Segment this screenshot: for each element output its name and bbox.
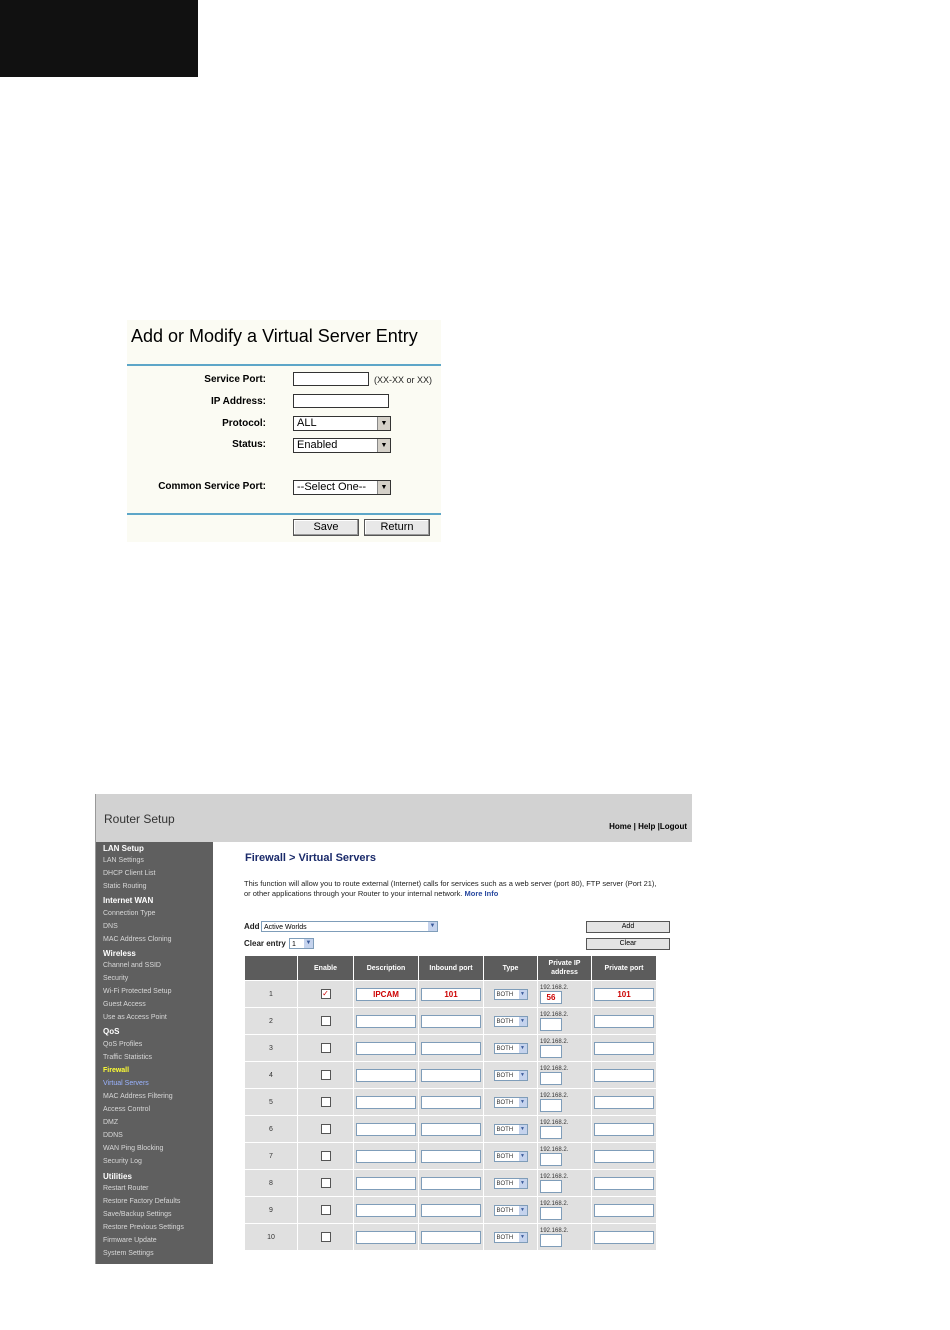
sidebar-item[interactable]: System Settings — [103, 1250, 154, 1258]
chevron-down-icon: ▼ — [520, 990, 525, 997]
enable-checkbox[interactable] — [321, 1124, 331, 1134]
add-label: Add — [244, 922, 260, 931]
bottom-divider — [127, 513, 441, 515]
description-cell — [354, 1008, 419, 1035]
private-ip-input[interactable] — [540, 1126, 562, 1139]
enable-checkbox[interactable] — [321, 1043, 331, 1053]
ip-prefix: 192.168.2. — [540, 1146, 569, 1153]
status-select[interactable] — [293, 438, 391, 453]
column-header-number — [245, 956, 298, 981]
sidebar-item[interactable]: Static Routing — [103, 883, 147, 891]
top-divider — [127, 364, 441, 366]
inbound-port-input[interactable] — [421, 1042, 481, 1055]
sidebar-item[interactable]: DNS — [103, 922, 118, 930]
sidebar-item[interactable]: Firmware Update — [103, 1237, 157, 1244]
nav-separator: | — [657, 822, 660, 831]
description-input[interactable] — [356, 1069, 416, 1082]
enable-cell — [298, 1143, 354, 1170]
private-ip-input[interactable] — [540, 1072, 562, 1085]
chevron-down-icon: ▼ — [520, 1206, 525, 1213]
chevron-down-icon: ▼ — [377, 417, 390, 430]
private-port-input[interactable] — [594, 1204, 654, 1217]
table-row — [245, 1224, 657, 1251]
type-select[interactable] — [494, 989, 528, 1000]
private-port-cell — [592, 1170, 657, 1197]
enable-cell — [298, 981, 354, 1008]
private-port-input[interactable] — [594, 1096, 654, 1109]
description-input[interactable] — [356, 1177, 416, 1190]
sidebar-item[interactable]: Access Control — [103, 1106, 151, 1113]
virtual-servers-table — [244, 955, 657, 1251]
private-port-input[interactable] — [594, 1231, 654, 1244]
sidebar-item[interactable]: Channel and SSID — [103, 961, 161, 969]
common-service-port-label: Common Service Port: — [158, 481, 266, 492]
private-port-input[interactable] — [594, 1069, 654, 1082]
description-input[interactable] — [356, 1204, 416, 1217]
description-cell — [354, 1062, 419, 1089]
private-ip-input[interactable] — [540, 1234, 562, 1247]
ip-prefix: 192.168.2. — [540, 1200, 569, 1207]
private-port-input[interactable] — [594, 1150, 654, 1163]
sidebar-item[interactable]: Restart Router — [103, 1184, 149, 1192]
chevron-down-icon: ▼ — [520, 1152, 525, 1159]
form-title: Add or Modify a Virtual Server Entry — [131, 326, 418, 346]
page-description — [244, 879, 664, 899]
private-port-cell — [592, 981, 657, 1008]
column-header-description: Description — [354, 956, 419, 981]
sidebar — [96, 842, 213, 1264]
sidebar-item[interactable]: Firewall — [103, 1066, 130, 1074]
sidebar-item[interactable]: DDNS — [103, 1132, 123, 1140]
ip-address-label: IP Address: — [210, 396, 266, 407]
protocol-value: ALL — [297, 417, 317, 429]
chevron-down-icon: ▼ — [520, 1071, 525, 1078]
inbound-port-cell — [419, 1035, 484, 1062]
column-header-private-port: Private port — [592, 956, 657, 981]
chevron-down-icon: ▼ — [377, 439, 390, 452]
private-ip-cell — [538, 1224, 592, 1251]
add-button[interactable]: Add — [586, 921, 670, 933]
chevron-down-icon: ▼ — [429, 923, 436, 929]
type-cell — [484, 1116, 538, 1143]
table-row — [245, 1062, 657, 1089]
protocol-select[interactable] — [293, 416, 391, 431]
logout-link[interactable]: Logout — [659, 822, 687, 831]
sidebar-item[interactable]: Use as Access Point — [103, 1014, 167, 1022]
type-value: BOTH — [496, 1099, 514, 1106]
row-number: 9 — [245, 1197, 298, 1224]
private-port-cell — [592, 1143, 657, 1170]
sidebar-item: Utilities — [103, 1171, 132, 1181]
table-row — [245, 1143, 657, 1170]
type-select[interactable] — [494, 1016, 528, 1027]
enable-checkbox[interactable] — [321, 1205, 331, 1215]
sidebar-item[interactable]: Traffic Statistics — [103, 1053, 153, 1061]
table-row — [245, 1116, 657, 1143]
sidebar-item[interactable]: WAN Ping Blocking — [103, 1145, 164, 1153]
row-number: 5 — [245, 1089, 298, 1116]
chevron-down-icon: ▼ — [520, 1125, 525, 1132]
virtual-server-entry-form — [127, 320, 441, 542]
nav-separator: | — [633, 822, 636, 831]
description-input[interactable] — [356, 1231, 416, 1244]
type-cell — [484, 1062, 538, 1089]
type-select[interactable] — [494, 1097, 528, 1108]
description-input[interactable] — [356, 1042, 416, 1055]
chevron-down-icon: ▼ — [520, 1233, 525, 1240]
table-row — [245, 1170, 657, 1197]
private-port-cell — [592, 1062, 657, 1089]
private-port-input[interactable] — [594, 1123, 654, 1136]
service-port-hint: (XX-XX or XX) — [374, 375, 433, 385]
enable-cell — [298, 1224, 354, 1251]
private-port-cell — [592, 1089, 657, 1116]
router-setup-window — [95, 794, 692, 1264]
sidebar-item[interactable]: Virtual Servers — [103, 1079, 149, 1087]
private-ip-input[interactable] — [540, 1180, 562, 1193]
private-ip-cell — [538, 1062, 592, 1089]
protocol-label: Protocol: — [222, 418, 266, 429]
private-ip-input[interactable] — [540, 1018, 562, 1031]
enable-cell — [298, 1008, 354, 1035]
private-port-cell — [592, 1116, 657, 1143]
add-service-select[interactable] — [261, 921, 438, 932]
sidebar-item[interactable]: Security Log — [103, 1158, 142, 1166]
table-row — [245, 1035, 657, 1062]
row-number: 4 — [245, 1062, 298, 1089]
column-header-type: Type — [484, 956, 538, 981]
type-select[interactable] — [494, 1178, 528, 1189]
enable-checkbox[interactable] — [321, 1070, 331, 1080]
description-cell — [354, 1197, 419, 1224]
type-cell — [484, 1170, 538, 1197]
type-value: BOTH — [496, 1072, 514, 1079]
enable-checkbox[interactable] — [321, 1178, 331, 1188]
sidebar-item[interactable]: Save/Backup Settings — [103, 1210, 172, 1218]
sidebar-item[interactable]: MAC Address Filtering — [103, 1092, 173, 1100]
table-header-row — [245, 956, 657, 981]
service-port-label: Service Port: — [204, 374, 266, 385]
ip-prefix: 192.168.2. — [540, 1119, 569, 1126]
status-value: Enabled — [297, 439, 338, 451]
row-number: 10 — [245, 1224, 298, 1251]
private-ip-input[interactable]: 56 — [540, 991, 562, 1004]
row-number: 3 — [245, 1035, 298, 1062]
chevron-down-icon: ▼ — [305, 940, 312, 946]
enable-cell — [298, 1062, 354, 1089]
router-title: Router Setup — [104, 812, 175, 826]
private-ip-input[interactable] — [540, 1153, 562, 1166]
table-row — [245, 981, 657, 1008]
row-number: 2 — [245, 1008, 298, 1035]
private-ip-cell — [538, 981, 592, 1008]
inbound-port-cell — [419, 1008, 484, 1035]
service-port-input[interactable] — [293, 372, 369, 386]
private-ip-cell — [538, 1143, 592, 1170]
inbound-port-cell — [419, 1197, 484, 1224]
private-port-input[interactable]: 101 — [594, 988, 654, 1001]
breadcrumb: Firewall > Virtual Servers — [245, 852, 376, 864]
return-button[interactable]: Return — [364, 519, 430, 536]
type-cell — [484, 1008, 538, 1035]
type-cell — [484, 1089, 538, 1116]
description-input[interactable] — [356, 1096, 416, 1109]
enable-checkbox[interactable] — [321, 1151, 331, 1161]
enable-checkbox[interactable] — [321, 1097, 331, 1107]
column-header-private-ip: Private IP address — [538, 956, 592, 981]
type-cell — [484, 981, 538, 1008]
column-header-enable: Enable — [298, 956, 354, 981]
private-ip-input[interactable] — [540, 1099, 562, 1112]
inbound-port-input[interactable] — [421, 1123, 481, 1136]
sidebar-item[interactable]: MAC Address Cloning — [103, 935, 172, 943]
enable-cell — [298, 1035, 354, 1062]
clear-entry-select[interactable] — [289, 938, 314, 949]
type-value: BOTH — [496, 1153, 514, 1160]
type-value: BOTH — [496, 991, 514, 998]
private-ip-input[interactable] — [540, 1207, 562, 1220]
description-input[interactable] — [356, 1015, 416, 1028]
clear-entry-value: 1 — [292, 941, 296, 948]
description-cell — [354, 981, 419, 1008]
enable-checkbox[interactable] — [321, 1232, 331, 1242]
ip-prefix: 192.168.2. — [540, 1173, 569, 1180]
private-ip-cell — [538, 1170, 592, 1197]
enable-cell — [298, 1197, 354, 1224]
type-select[interactable] — [494, 1043, 528, 1054]
ip-address-input[interactable] — [293, 394, 389, 408]
table-row — [245, 1089, 657, 1116]
private-port-cell — [592, 1035, 657, 1062]
check-icon: ✓ — [322, 989, 329, 998]
sidebar-item: QoS — [103, 1027, 120, 1037]
enable-cell — [298, 1116, 354, 1143]
type-select[interactable] — [494, 1151, 528, 1162]
sidebar-item[interactable]: Security — [103, 975, 129, 982]
inbound-port-input[interactable] — [421, 1177, 481, 1190]
sidebar-item: Internet WAN — [103, 896, 154, 906]
sidebar-item: LAN Setup — [103, 844, 144, 853]
inbound-port-cell — [419, 1170, 484, 1197]
private-port-cell — [592, 1008, 657, 1035]
private-port-input[interactable] — [594, 1177, 654, 1190]
private-port-input[interactable] — [594, 1015, 654, 1028]
top-nav — [609, 822, 687, 831]
type-select[interactable] — [494, 1070, 528, 1081]
ip-prefix: 192.168.2. — [540, 1038, 569, 1045]
sidebar-item[interactable]: LAN Settings — [103, 857, 144, 865]
description-cell — [354, 1035, 419, 1062]
description-cell — [354, 1143, 419, 1170]
private-ip-input[interactable] — [540, 1045, 562, 1058]
black-header-tab — [0, 0, 198, 77]
sidebar-item[interactable]: DHCP Client List — [103, 870, 156, 878]
private-ip-cell — [538, 1197, 592, 1224]
private-ip-cell — [538, 1035, 592, 1062]
row-number: 8 — [245, 1170, 298, 1197]
enable-checkbox[interactable] — [321, 989, 331, 999]
home-link[interactable]: Home — [609, 822, 632, 831]
inbound-port-cell — [419, 981, 484, 1008]
enable-cell — [298, 1089, 354, 1116]
inbound-port-input[interactable] — [421, 1150, 481, 1163]
type-value: BOTH — [496, 1045, 514, 1052]
private-port-cell — [592, 1197, 657, 1224]
type-cell — [484, 1197, 538, 1224]
ip-prefix: 192.168.2. — [540, 1227, 569, 1234]
type-value: BOTH — [496, 1207, 514, 1214]
type-select[interactable] — [494, 1124, 528, 1135]
sidebar-item[interactable]: QoS Profiles — [103, 1040, 143, 1048]
inbound-port-input[interactable]: 101 — [421, 988, 481, 1001]
private-ip-cell — [538, 1089, 592, 1116]
table-row — [245, 1008, 657, 1035]
chevron-down-icon: ▼ — [520, 1098, 525, 1105]
type-value: BOTH — [496, 1180, 514, 1187]
sidebar-item[interactable]: DMZ — [103, 1119, 119, 1127]
sidebar-item: Wireless — [103, 948, 136, 958]
private-port-cell — [592, 1224, 657, 1251]
description-text: This function will allow you to route external (Internet) calls for services such as a web server (port 80), FTP server (Port 21), or other applications through your Router to your internal network. — [244, 879, 657, 898]
chevron-down-icon: ▼ — [520, 1044, 525, 1051]
more-info-link[interactable]: More Info — [464, 889, 499, 898]
table-row — [245, 1197, 657, 1224]
common-service-port-value: --Select One-- — [297, 481, 367, 493]
inbound-port-cell — [419, 1224, 484, 1251]
description-input[interactable] — [356, 1123, 416, 1136]
description-input[interactable] — [356, 1150, 416, 1163]
common-service-port-select[interactable] — [293, 480, 391, 495]
type-select[interactable] — [494, 1205, 528, 1216]
sidebar-item[interactable]: Connection Type — [103, 909, 156, 917]
inbound-port-input[interactable] — [421, 1069, 481, 1082]
column-header-inbound-port: Inbound port — [419, 956, 484, 981]
type-select[interactable] — [494, 1232, 528, 1243]
inbound-port-input[interactable] — [421, 1231, 481, 1244]
help-link[interactable]: Help — [638, 822, 656, 831]
table-body — [245, 981, 657, 1251]
sidebar-item[interactable]: Wi-Fi Protected Setup — [103, 988, 172, 996]
router-header — [96, 794, 692, 842]
enable-checkbox[interactable] — [321, 1016, 331, 1026]
description-cell — [354, 1224, 419, 1251]
save-button[interactable]: Save — [293, 519, 359, 536]
main-content — [213, 842, 692, 1264]
row-number: 6 — [245, 1116, 298, 1143]
type-cell — [484, 1035, 538, 1062]
ip-prefix: 192.168.2. — [540, 1011, 569, 1018]
type-value: BOTH — [496, 1126, 514, 1133]
ip-prefix: 192.168.2. — [540, 1092, 569, 1099]
enable-cell — [298, 1170, 354, 1197]
ip-prefix: 192.168.2. — [540, 984, 569, 991]
clear-entry-label: Clear entry — [244, 939, 286, 948]
sidebar-item[interactable]: Guest Access — [103, 1001, 146, 1009]
description-input[interactable]: IPCAM — [356, 988, 416, 1001]
inbound-port-input[interactable] — [421, 1015, 481, 1028]
row-number: 7 — [245, 1143, 298, 1170]
private-ip-cell — [538, 1116, 592, 1143]
ip-prefix: 192.168.2. — [540, 1065, 569, 1072]
private-ip-cell — [538, 1008, 592, 1035]
inbound-port-cell — [419, 1143, 484, 1170]
type-cell — [484, 1224, 538, 1251]
chevron-down-icon: ▼ — [520, 1017, 525, 1024]
inbound-port-cell — [419, 1089, 484, 1116]
inbound-port-input[interactable] — [421, 1204, 481, 1217]
add-service-value: Active Worlds — [264, 924, 307, 931]
chevron-down-icon: ▼ — [520, 1179, 525, 1186]
inbound-port-cell — [419, 1062, 484, 1089]
row-number: 1 — [245, 981, 298, 1008]
clear-button[interactable]: Clear — [586, 938, 670, 950]
sidebar-item[interactable]: Restore Factory Defaults — [103, 1197, 181, 1205]
inbound-port-cell — [419, 1116, 484, 1143]
sidebar-item[interactable]: Restore Previous Settings — [103, 1223, 184, 1231]
chevron-down-icon: ▼ — [377, 481, 390, 494]
description-cell — [354, 1089, 419, 1116]
status-label: Status: — [232, 439, 266, 450]
description-cell — [354, 1116, 419, 1143]
type-value: BOTH — [496, 1234, 514, 1241]
inbound-port-input[interactable] — [421, 1096, 481, 1109]
description-cell — [354, 1170, 419, 1197]
private-port-input[interactable] — [594, 1042, 654, 1055]
type-value: BOTH — [496, 1018, 514, 1025]
type-cell — [484, 1143, 538, 1170]
